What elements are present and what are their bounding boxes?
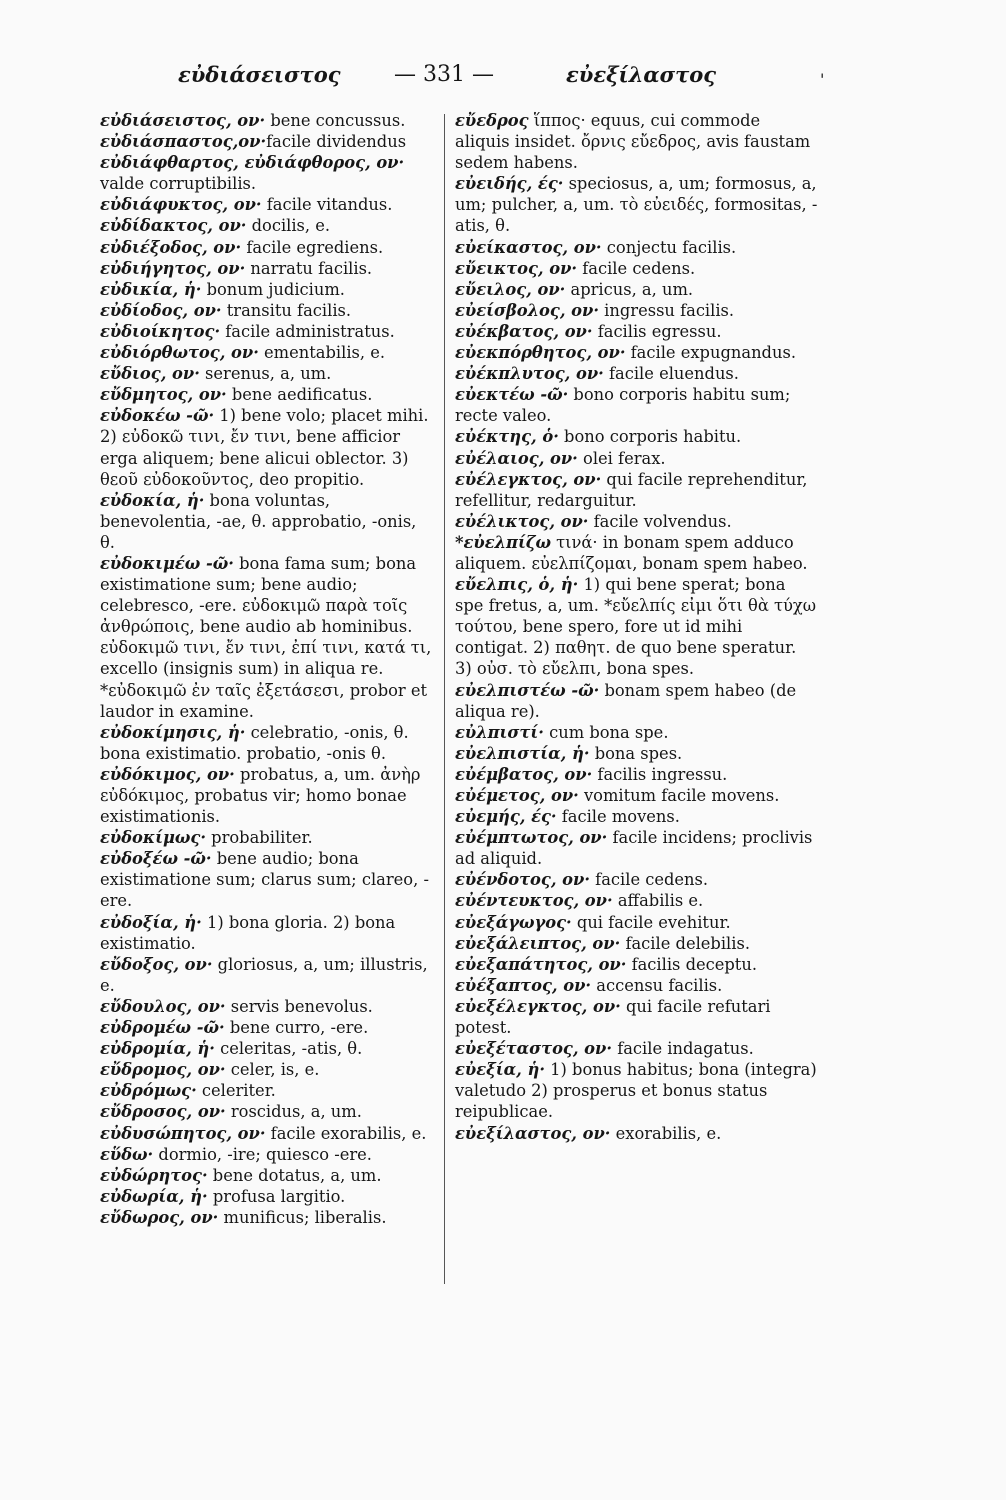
entry-definition: facilis ingressu.: [592, 764, 728, 784]
entry-definition: facile egrediens.: [241, 237, 384, 257]
dictionary-entry: [455, 764, 818, 785]
entry-headword: εὐεξέταστος, ον·: [455, 1039, 613, 1059]
right-column: [455, 110, 818, 1420]
dictionary-entry: [100, 827, 436, 848]
page-number: — 331 —: [394, 62, 494, 87]
dictionary-entry: [455, 1123, 818, 1144]
dictionary-entry: [455, 258, 818, 279]
dictionary-entry: [455, 173, 818, 236]
entry-headword: εὐελπιστία, ἡ·: [455, 743, 590, 763]
entry-headword: εὐδιοίκητος·: [100, 321, 221, 341]
dictionary-entry: [455, 890, 818, 911]
entry-definition: facile exorabilis, e.: [265, 1123, 427, 1143]
dictionary-entry: [455, 869, 818, 890]
entry-definition: celeritas, -atis, θ.: [214, 1039, 363, 1059]
dictionary-entry: [100, 764, 436, 827]
entry-definition: 1) bene volo; placet mihi. 2) εὐδοκῶ τινι, ἔν τινι, bene afficior erga aliquem; bene alicui oblector. 3) θεοῦ εὐδοκοῦντος, deo propitio.: [100, 406, 429, 489]
dictionary-entry: [455, 469, 818, 511]
entry-definition: ementabilis, e.: [258, 343, 386, 363]
entry-definition: ἵππος· equus, cui commode aliquis insidet. ὄρνις εὔεδρος, avis faustam sedem habens.: [455, 111, 811, 173]
entry-definition: facilis egressu.: [592, 321, 722, 341]
entry-headword: εὐέκπλυτος, ον·: [455, 364, 604, 384]
dictionary-entry: [455, 933, 818, 954]
entry-headword: εὐείκαστος, ον·: [455, 237, 602, 257]
entry-definition: bene audio; bona existimatione sum; clarus sum; clareo, -ere.: [100, 849, 429, 911]
entry-headword: εὐέμετος, ον·: [455, 786, 579, 805]
entry-headword: εὐδίοδος, ον·: [100, 300, 222, 320]
entry-definition: roscidus, a, um.: [225, 1102, 362, 1122]
entry-definition: bonam spem habeo (de aliqua re).: [455, 680, 797, 721]
entry-headword: εὐείσβολος, ον·: [455, 300, 599, 320]
entry-definition: profusa largitio.: [207, 1186, 346, 1206]
entry-headword: εὔεδρος: [455, 111, 529, 130]
entry-definition: facile vitandus.: [261, 195, 393, 215]
dictionary-entry: [455, 342, 818, 363]
dictionary-entry: [455, 975, 818, 996]
entry-headword: εὔεικτος, ον·: [455, 258, 578, 278]
entry-definition: gloriosus, a, um; illustris, e.: [100, 954, 428, 995]
dictionary-entry: [100, 258, 436, 279]
page-header: [0, 62, 1006, 102]
entry-definition: facile cedens.: [590, 870, 709, 890]
dictionary-entry: [100, 1017, 436, 1038]
dictionary-entry: [100, 131, 436, 152]
entry-headword: εὐελπιστέω -ῶ·: [455, 680, 600, 700]
entry-headword: εὐέξαπτος, ον·: [455, 975, 592, 995]
dictionary-entry: [455, 912, 818, 933]
left-column: [100, 110, 436, 1420]
entry-headword: εὔδωρος, ον·: [100, 1207, 219, 1227]
entry-definition: facile delebilis.: [620, 933, 750, 953]
entry-headword: εὐεξία, ἡ·: [455, 1060, 545, 1080]
entry-headword: εὐεκτέω -ῶ·: [455, 385, 569, 405]
entry-definition: celebratio, -onis, θ. bona existimatio. probatio, -onis θ.: [100, 722, 409, 763]
entry-headword: εὔδροσος, ον·: [100, 1102, 226, 1122]
dictionary-entry: [100, 1101, 436, 1122]
entry-headword: εὐδοκίμησις, ἡ·: [100, 722, 246, 742]
dictionary-entry: [100, 1165, 436, 1186]
entry-headword: εὐέλαιος, ον·: [455, 448, 578, 468]
entry-headword: εὐδιάφθαρτος, εὐδιάφθορος, ον·: [100, 153, 405, 173]
entry-headword: εὐλπιστί·: [455, 722, 544, 742]
entry-definition: qui facile reprehenditur, refellitur, redarguitur.: [455, 469, 808, 510]
entry-headword: εὐδίδακτος, ον·: [100, 216, 247, 236]
dictionary-entry: [455, 237, 818, 258]
dictionary-entry: [455, 574, 818, 679]
dictionary-entry: [455, 511, 818, 532]
dictionary-entry: [100, 490, 436, 553]
entry-headword: εὐδιήγητος, ον·: [100, 258, 246, 278]
entry-headword: εὔδμητος, ον·: [100, 385, 227, 405]
dictionary-entry: [455, 680, 818, 722]
entry-headword: εὐδρομία, ἡ·: [100, 1039, 215, 1059]
entry-definition: 1) bona gloria. 2) bona existimatio.: [100, 912, 396, 953]
entry-headword: *εὐελπίζω: [455, 532, 551, 552]
dictionary-entry: [100, 363, 436, 384]
entry-definition: qui facile evehitur.: [571, 912, 731, 932]
dictionary-entry: [100, 848, 436, 911]
entry-definition: celer, is, e.: [225, 1060, 320, 1080]
column-divider: [444, 114, 445, 1284]
entry-headword: εὔδιος, ον·: [100, 364, 200, 384]
entry-definition: qui facile refutari potest.: [455, 996, 771, 1038]
entry-definition: bene aedificatus.: [226, 385, 373, 405]
dictionary-entry: [455, 300, 818, 321]
entry-headword: εὔειλος, ον·: [455, 279, 566, 299]
entry-definition: servis benevolus.: [225, 996, 373, 1016]
entry-definition: 1) bonus habitus; bona (integra) valetudo 2) prosperus et bonus status reipublicae.: [455, 1060, 817, 1122]
entry-headword: εὔδουλος, ον·: [100, 996, 226, 1016]
dictionary-entry: [100, 1144, 436, 1165]
entry-headword: εὐεξάγωγος·: [455, 912, 572, 932]
entry-definition: bene dotatus, a, um.: [207, 1165, 382, 1185]
dictionary-entry: [100, 342, 436, 363]
entry-definition: docilis, e.: [246, 216, 331, 236]
dictionary-entry: [100, 912, 436, 954]
entry-definition: bene concussus.: [265, 111, 406, 130]
dictionary-entry: [455, 532, 818, 574]
entry-definition: accensu facilis.: [591, 975, 723, 995]
entry-definition: bonum judicium.: [201, 279, 345, 299]
entry-definition: valde corruptibilis.: [100, 174, 257, 194]
dictionary-entry: [455, 321, 818, 342]
dictionary-entry: [455, 806, 818, 827]
entry-headword: εὐδικία, ἡ·: [100, 279, 202, 299]
entry-headword: εὐδώρητος·: [100, 1165, 208, 1185]
entry-headword: εὐέμπτωτος, ον·: [455, 828, 608, 848]
entry-headword: εὐένδοτος, ον·: [455, 870, 590, 890]
entry-headword: εὕδω·: [100, 1144, 154, 1164]
entry-definition: bono corporis habitu sum; recte valeo.: [455, 385, 791, 426]
entry-definition: affabilis e.: [612, 891, 704, 911]
entry-definition: facile movens.: [556, 807, 680, 827]
entry-definition: vomitum facile movens.: [578, 786, 780, 805]
entry-headword: εὐέλεγκτος, ον·: [455, 469, 602, 489]
right-running-headword: εὐεξίλαστος: [566, 62, 716, 87]
entry-definition: bona spes.: [589, 743, 683, 763]
entry-definition: narratu facilis.: [245, 258, 373, 278]
entry-headword: εὐεξέλεγκτος, ον·: [455, 996, 621, 1016]
entry-headword: εὐδιόρθωτος, ον·: [100, 343, 259, 363]
entry-headword: εὐδρόμως·: [100, 1081, 197, 1101]
dictionary-entry: [100, 194, 436, 215]
entry-headword: εὐδοξέω -ῶ·: [100, 849, 212, 869]
entry-definition: exorabilis, e.: [610, 1123, 722, 1143]
entry-definition: facile administratus.: [220, 321, 395, 341]
dictionary-entry: [455, 827, 818, 869]
entry-headword: εὔελπις, ὁ, ἡ·: [455, 575, 579, 595]
entry-headword: εὐέντευκτος, ον·: [455, 891, 613, 911]
entry-headword: εὐδιέξοδος, ον·: [100, 237, 242, 257]
entry-definition: ingressu facilis.: [599, 300, 735, 320]
entry-definition: dormio, -ire; quiesco -ere.: [153, 1144, 372, 1164]
entry-definition: facile expugnandus.: [625, 343, 797, 363]
entry-definition: probabiliter.: [206, 828, 313, 848]
dictionary-entry: [100, 1038, 436, 1059]
entry-headword: εὐδιάσειστος, ον·: [100, 111, 266, 130]
entry-definition: facile indagatus.: [612, 1039, 754, 1059]
entry-definition: bona voluntas, benevolentia, -ae, θ. approbatio, -onis, θ.: [100, 490, 417, 552]
dictionary-entry: [100, 384, 436, 405]
entry-headword: εὐεκπόρθητος, ον·: [455, 343, 626, 363]
entry-definition: transitu facilis.: [221, 300, 352, 320]
dictionary-entry: [455, 1038, 818, 1059]
dictionary-entry: [100, 1080, 436, 1101]
entry-definition: bene curro, -ere.: [224, 1018, 369, 1038]
entry-headword: εὐδοξία, ἡ·: [100, 912, 202, 932]
dictionary-entry: [100, 300, 436, 321]
entry-definition: facile incidens; proclivis ad aliquid.: [455, 828, 813, 869]
entry-headword: εὐδωρία, ἡ·: [100, 1186, 208, 1206]
dictionary-entry: [455, 996, 818, 1038]
corner-mark: ': [820, 70, 825, 89]
dictionary-entry: [100, 553, 436, 722]
dictionary-entry: [455, 1059, 818, 1122]
entry-headword: εὐειδής, ές·: [455, 174, 564, 194]
entry-headword: εὐέλικτος, ον·: [455, 511, 589, 531]
dictionary-entry: [455, 384, 818, 426]
dictionary-entry: [100, 1123, 436, 1144]
entry-definition: bona fama sum; bona existimatione sum; bene audio; celebresco, -ere. εὐδοκιμῶ παρὰ τοῖς ἀνθρώποις, bene audio ab hominibus. εὐδοκιμῶ τινι, ἔν τινι, ἐπί τινι, κατά τι, excello (insignis sum) in aliqua re. *εὐδοκιμῶ ἐν ταῖς ἐξετάσεσι, probor et laudor in examine.: [100, 553, 432, 721]
entry-headword: εὐεξαπάτητος, ον·: [455, 954, 627, 974]
entry-headword: εὐεξάλειπτος, ον·: [455, 933, 621, 953]
entry-headword: εὐέκτης, ὁ·: [455, 427, 559, 447]
entry-definition: facile volvendus.: [588, 511, 732, 531]
dictionary-entry: [455, 426, 818, 447]
entry-headword: εὐδόκιμος, ον·: [100, 764, 235, 784]
entry-definition: celeriter.: [196, 1081, 276, 1101]
dictionary-entry: [455, 448, 818, 469]
dictionary-entry: [100, 722, 436, 764]
entry-definition: munificus; liberalis.: [218, 1207, 387, 1227]
entry-headword: εὐδιάφυκτος, ον·: [100, 195, 262, 215]
entry-headword: εὐδοκέω -ῶ·: [100, 406, 215, 426]
entry-headword: εὐδοκία, ἡ·: [100, 490, 205, 510]
entry-definition: cum bona spe.: [543, 722, 669, 742]
dictionary-entry: [455, 954, 818, 975]
dictionary-entry: [100, 279, 436, 300]
entry-definition: apricus, a, um.: [565, 279, 694, 299]
entry-definition: 1) qui bene sperat; bona spe fretus, a, um. *εὔελπίς εἰμι ὅτι θὰ τύχω τούτου, bene spero, fore ut id mihi contigat. 2) παθητ. de quo bene speratur. 3) οὐσ. τὸ εὔελπι, bona spes.: [455, 575, 817, 679]
dictionary-entry: [100, 405, 436, 489]
entry-headword: εὐέκβατος, ον·: [455, 321, 593, 341]
entry-definition: τινά· in bonam spem adduco aliquem. εὐελπίζομαι, bonam spem habeo.: [455, 532, 808, 573]
left-running-headword: εὐδιάσειστος: [178, 62, 341, 87]
dictionary-entry: [100, 996, 436, 1017]
entry-definition: serenus, a, um.: [199, 364, 332, 384]
entry-headword: εὐδρομέω -ῶ·: [100, 1018, 225, 1038]
dictionary-entry: [100, 110, 436, 131]
dictionary-entry: [100, 321, 436, 342]
dictionary-entry: [100, 954, 436, 996]
entry-headword: εὐεμής, ές·: [455, 807, 557, 827]
dictionary-entry: [455, 743, 818, 764]
entry-definition: conjectu facilis.: [601, 237, 737, 257]
entry-headword: εὐέμβατος, ον·: [455, 764, 593, 784]
entry-headword: εὐδοκιμέω -ῶ·: [100, 553, 234, 573]
dictionary-entry: [100, 215, 436, 236]
entry-definition: facilis deceptu.: [626, 954, 758, 974]
dictionary-entry: [455, 785, 818, 806]
entry-definition: facile dividendus: [266, 132, 407, 152]
dictionary-entry: [455, 363, 818, 384]
entry-headword: εὐεξίλαστος, ον·: [455, 1123, 611, 1143]
dictionary-entry: [100, 1186, 436, 1207]
entry-headword: εὐδιάσπαστος,ον·: [100, 132, 267, 152]
entry-definition: facile eluendus.: [603, 364, 739, 384]
dictionary-entry: [455, 722, 818, 743]
entry-headword: εὔδοξος, ον·: [100, 954, 213, 974]
dictionary-entry: [455, 279, 818, 300]
entry-definition: olei ferax.: [577, 448, 666, 468]
dictionary-entry: [100, 1207, 436, 1228]
dictionary-entry: [100, 237, 436, 258]
dictionary-entry: [100, 1059, 436, 1080]
entry-headword: εὐδοκίμως·: [100, 828, 206, 848]
dictionary-entry: [455, 110, 818, 173]
entry-definition: speciosus, a, um; formosus, a, um; pulcher, a, um. τὸ εὐειδές, formositas, -atis, θ.: [455, 174, 818, 236]
entry-headword: εὔδρομος, ον·: [100, 1060, 226, 1080]
entry-definition: bono corporis habitu.: [558, 427, 742, 447]
entry-headword: εὐδυσώπητος, ον·: [100, 1123, 266, 1143]
entry-definition: probatus, a, um. ἀνὴρ εὐδόκιμος, probatus vir; homo bonae existimationis.: [100, 764, 421, 827]
dictionary-entry: [100, 152, 436, 194]
entry-definition: facile cedens.: [577, 258, 696, 278]
